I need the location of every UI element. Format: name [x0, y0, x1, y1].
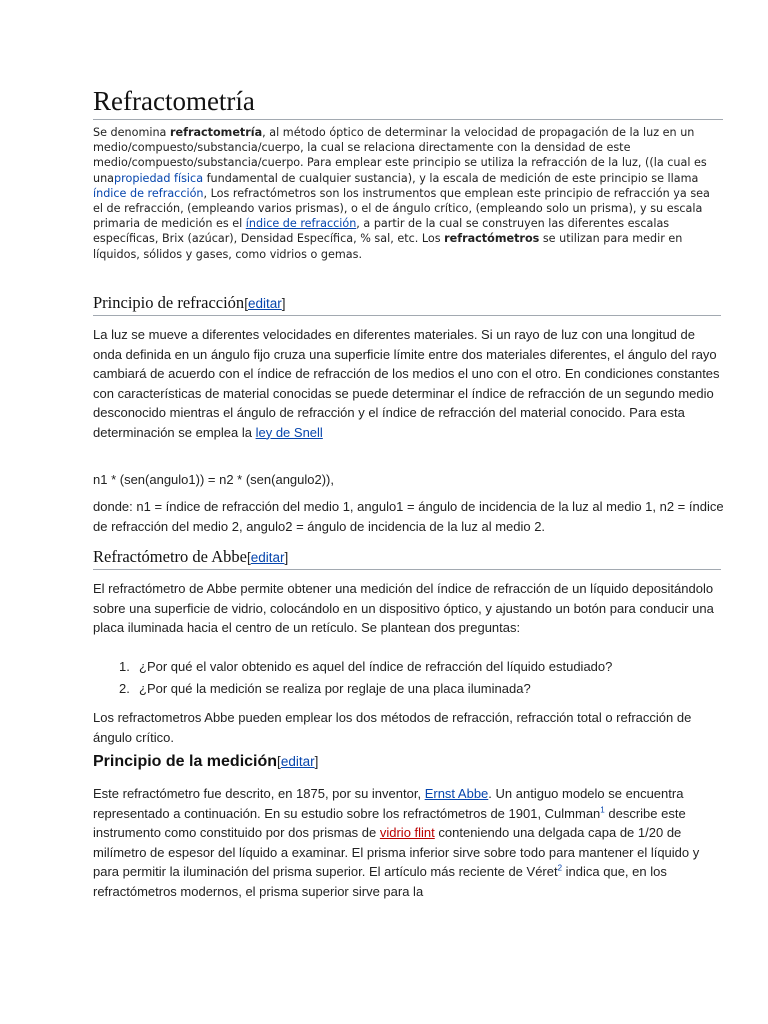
intro-paragraph: [93, 125, 723, 262]
link-ernst-abbe[interactable]: Ernst Abbe: [424, 786, 489, 801]
edit-link-wrapper: [editar]: [277, 754, 319, 769]
paragraph-text: indica que, en los refractómetros modernos, el prisma superior sirve para la: [93, 864, 667, 899]
intro-bold-term: refractómetros: [444, 232, 540, 246]
paragraph-medicion: [93, 784, 725, 901]
footnote-2-link[interactable]: 2: [557, 863, 563, 873]
link-vidrio-flint[interactable]: vidrio flint: [379, 825, 435, 840]
paragraph-text: describe este instrumento como constituido por dos prismas de: [93, 805, 686, 840]
intro-text: , al método óptico de determinar la velocidad de propagación de la luz en un medio/compuesto/substancia/cuerpo, la cual se relaciona directamente con la densidad de este medio/compuesto/substancia/cuerpo. Para emplear este principio se utiliza la refracción de la luz, ((la cual es una: [93, 126, 707, 185]
intro-text: Se denomina: [93, 126, 170, 139]
paragraph-text: . Un antiguo modelo se encuentra representado a continuación. En su estudio sobre los refractómetros de 1901, Culmman: [93, 786, 684, 821]
list-item-text: ¿Por qué el valor obtenido es aquel del índice de refracción del líquido estudiado?: [139, 659, 613, 674]
section-heading-principio-medicion: [93, 752, 721, 772]
question-list: [93, 656, 725, 700]
edit-link-wrapper: [editar]: [246, 550, 289, 565]
list-item: [93, 678, 725, 700]
link-propiedad-fisica[interactable]: propiedad física: [114, 171, 204, 185]
intro-text: fundamental de cualquier sustancia), y la escala de medición de este principio se llama: [203, 171, 699, 185]
paragraph-abbe: El refractómetro de Abbe permite obtener una medición del índice de refracción de un líquido depositándolo sobre una superficie de vidrio, colocándolo en un dispositivo óptico, y ajustando un botón para conducir una placa iluminada hacia el centro de un retículo. Se plantean dos preguntas:: [93, 581, 714, 635]
paragraph-refraccion: [93, 325, 725, 442]
link-ley-de-snell[interactable]: ley de Snell: [255, 424, 323, 440]
intro-text: se utilizan para medir en líquidos, sólidos y gases, como vidrios o gemas.: [93, 232, 683, 261]
link-indice-de-refraccion-2[interactable]: índice de refracción: [245, 217, 357, 231]
edit-link[interactable]: editar: [247, 296, 282, 311]
paragraph-abbe-methods: Los refractometros Abbe pueden emplear los dos métodos de refracción, refracción total o refracción de ángulo crítico.: [93, 710, 692, 745]
intro-bold-term: refractometría: [169, 126, 263, 139]
paragraph-text: conteniendo una delgada capa de 1/20 de milímetro de espesor del líquido a examinar. El prisma inferior sirve sobre todo para mantener el líquido y para permitir la iluminación del prisma superior. El artículo más reciente de Véret: [93, 825, 700, 879]
link-indice-de-refraccion[interactable]: índice de refracción: [93, 186, 204, 200]
list-number: 1.: [119, 659, 130, 674]
list-item-text: ¿Por qué la medición se realiza por reglaje de una placa iluminada?: [139, 681, 531, 696]
edit-link[interactable]: editar: [250, 550, 285, 565]
edit-link-wrapper: [editar]: [244, 296, 286, 311]
formula: n1 * (sen(angulo1)) = n2 * (sen(angulo2)),: [93, 472, 335, 487]
footnote-1-link[interactable]: 1: [600, 805, 605, 815]
intro-text: , a partir de la cual se construyen las diferentes escalas específicas, Brix (azúcar), Densidad Específica, % sal, etc. Los: [93, 217, 670, 246]
intro-text: , Los refractómetros son los instrumentos que emplean este principio de refracción ya sea el de refracción, (empleando varios prismas), o el de ángulo crítico, (empleando solo un prisma), y su escala primaria de medición es el: [93, 186, 710, 231]
list-item: [93, 656, 725, 678]
page-title: Refractometría: [93, 84, 723, 120]
list-number: 2.: [119, 681, 130, 696]
section-heading-text: Refractómetro de Abbe: [93, 547, 247, 566]
edit-link[interactable]: editar: [280, 754, 315, 769]
paragraph-text: La luz se mueve a diferentes velocidades en diferentes materiales. Si un rayo de luz con una longitud de onda definida en un ángulo fijo cruza una superficie límite entre dos materiales diferentes, el ángulo del rayo cambiará de acuerdo con el índice de refracción de los medios el uno con el otro. En condiciones constantes con características de material conocidas se puede determinar el índice de refracción de un segundo medio desconocido mientras el ángulo de refracción y el índice de refracción del material conocido. Para esta determinación se emplea la: [93, 327, 720, 440]
section-heading-principio-refraccion: [93, 293, 721, 316]
formula-explanation: donde: n1 = índice de refracción del medio 1, angulo1 = ángulo de incidencia de la luz al medio 1, n2 = índice de refracción del medio 2, angulo2 = ángulo de incidencia de la luz al medio 2.: [93, 499, 724, 534]
section-heading-text: Principio de la medición: [93, 753, 278, 770]
section-heading-text: Principio de refracción: [93, 293, 245, 312]
paragraph-text: Este refractómetro fue descrito, en 1875, por su inventor,: [93, 786, 425, 801]
section-heading-abbe: [93, 547, 721, 570]
